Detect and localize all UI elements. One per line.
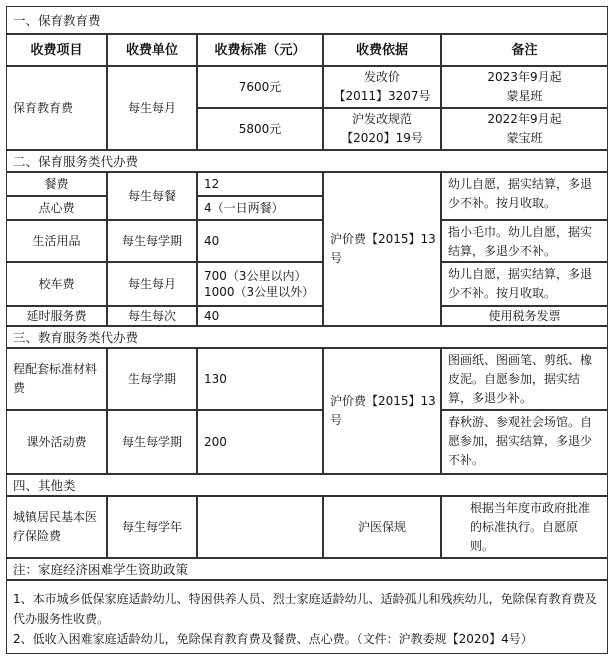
s2-meal-unit: 每生每餐	[107, 172, 197, 220]
s2-supply-item: 生活用品	[6, 220, 107, 262]
s2-snack-std: 4（一日两餐）	[197, 196, 323, 220]
s1-std-2: 5800元	[197, 108, 323, 150]
s4-insurance-unit: 每生每学年	[107, 496, 197, 558]
footer-heading: 注：家庭经济困难学生资助政策	[6, 558, 608, 580]
s2-meal-item: 餐费	[6, 172, 107, 196]
s2-supply-note: 指小毛巾。幼儿自愿，据实结算，多退少不补。	[441, 220, 608, 262]
s3-activity-unit: 每生每学期	[107, 410, 197, 474]
footer-paragraph-2: 2、低收入困难家庭适龄幼儿，免除保育教育费及餐费、点心费。（文件：沪教委规【2020】4号）	[13, 632, 533, 646]
footer-body	[6, 580, 608, 654]
section-3-title: 三、教育服务类代办费	[6, 326, 608, 348]
s3-material-item: 程配套标准材料费	[6, 348, 107, 410]
header-standard: 收费标准（元）	[197, 34, 323, 66]
s3-activity-std: 200	[197, 410, 323, 474]
s2-basis: 沪价费【2015】13号	[323, 172, 441, 326]
s2-late-note: 使用税务发票	[441, 306, 608, 326]
s3-activity-note: 春秋游、参观社会场馆。自愿参加，据实结算，多退少不补。	[441, 410, 608, 474]
section-4-title: 四、其他类	[6, 474, 608, 496]
s3-basis: 沪价费【2015】13号	[323, 348, 441, 474]
s2-snack-item: 点心费	[6, 196, 107, 220]
s1-basis-2: 沪发改规范 【2020】19号	[323, 108, 441, 150]
s1-unit: 每生每月	[107, 66, 197, 150]
footer-paragraph-1: 1、本市城乡低保家庭适龄幼儿、特困供养人员、烈士家庭适龄幼儿、适龄孤儿和残疾幼儿，免除保育教育费及代办服务性收费。	[13, 592, 597, 626]
s2-meal-note: 幼儿自愿，据实结算，多退少不补。按月收取。	[441, 172, 608, 220]
s2-meal-std: 12	[197, 172, 323, 196]
s3-material-note: 图画纸、图画笔、剪纸、橡皮泥。自愿参加，据实结算，多退少补。	[441, 348, 608, 410]
s1-note-1: 2023年9月起 蒙星班	[441, 66, 608, 108]
s4-insurance-std	[197, 496, 323, 558]
s1-std-1: 7600元	[197, 66, 323, 108]
header-unit: 收费单位	[107, 34, 197, 66]
s3-material-unit: 生每学期	[107, 348, 197, 410]
s4-insurance-item: 城镇居民基本医疗保险费	[6, 496, 107, 558]
section-1-title: 一、保育教育费	[6, 6, 608, 34]
s3-material-std: 130	[197, 348, 323, 410]
s2-late-std: 40	[197, 306, 323, 326]
s2-bus-unit: 每生每月	[107, 262, 197, 306]
s2-bus-note: 幼儿自愿，据实结算，多退少不补。按月收取。	[441, 262, 608, 306]
header-note: 备注	[441, 34, 608, 66]
s2-bus-std: 700（3公里以内） 1000（3公里以外）	[197, 262, 323, 306]
s2-late-unit: 每生每次	[107, 306, 197, 326]
fee-table-document	[6, 6, 608, 654]
s2-late-item: 延时服务费	[6, 306, 107, 326]
header-item: 收费项目	[6, 34, 107, 66]
s2-bus-item: 校车费	[6, 262, 107, 306]
section-2-title: 二、保育服务类代办费	[6, 150, 608, 172]
s2-supply-std: 40	[197, 220, 323, 262]
s4-insurance-note: 根据当年度市政府批准的标准执行。自愿原则。	[441, 496, 608, 558]
s1-item: 保育教育费	[6, 66, 107, 150]
s1-note-2: 2022年9月起 蒙宝班	[441, 108, 608, 150]
s2-supply-unit: 每生每学期	[107, 220, 197, 262]
s1-basis-1: 发改价 【2011】3207号	[323, 66, 441, 108]
header-basis: 收费依据	[323, 34, 441, 66]
s4-insurance-basis: 沪医保规	[323, 496, 441, 558]
s3-activity-item: 课外活动费	[6, 410, 107, 474]
